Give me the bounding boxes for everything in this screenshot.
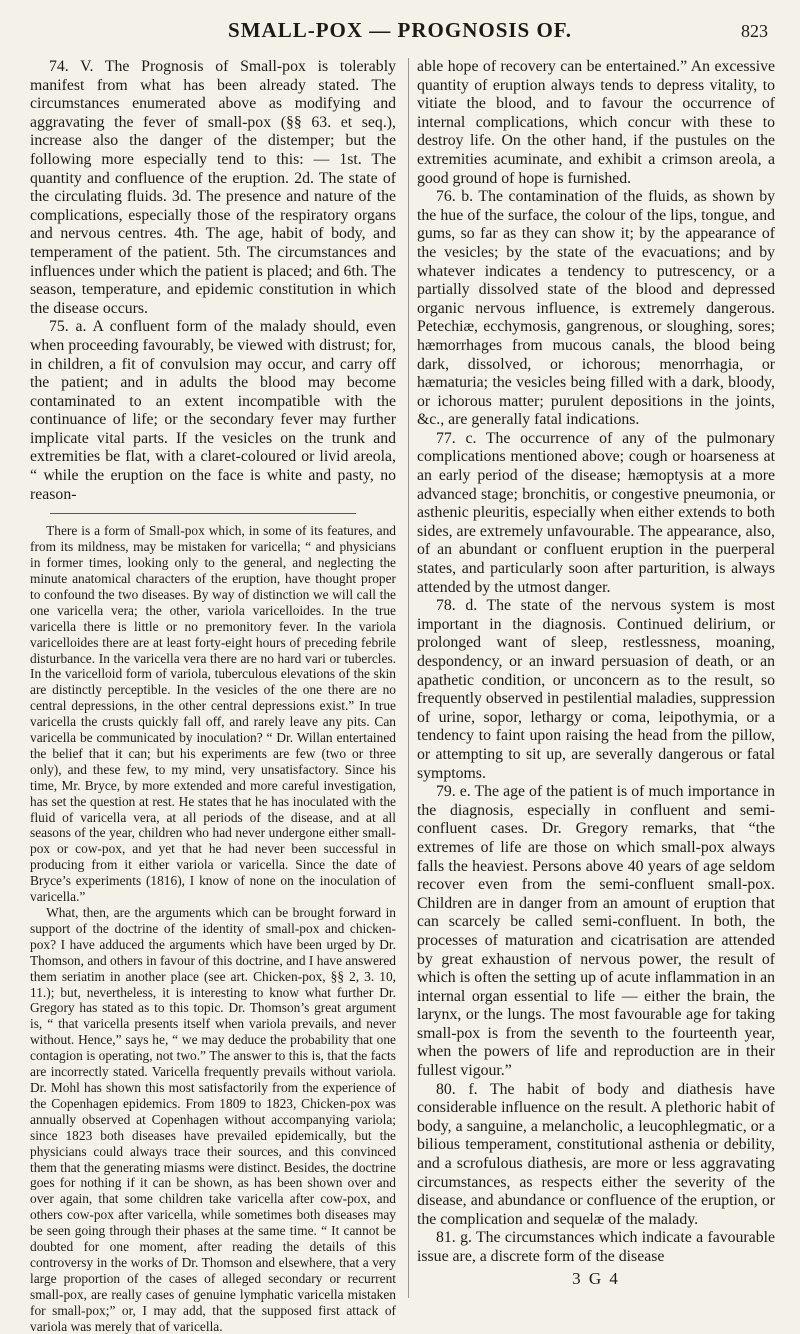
running-head: SMALL-POX — PROGNOSIS OF. <box>228 18 572 42</box>
footnote-paragraph: There is a form of Small-pox which, in some of its features, and from its mildness, may be mistaken for varicella; “ and physicians in former times, looking only to the general, and neglecting the minute anatomical characters of the eruption, have thought proper to confound the two diseases. By way of distinction we will call the one varicella vera; the other, variola varicelloides. In the true varicella there is little or no premonitory fever. In the variola varicelloides there are at least forty-eight hours of preceding febrile disturbance. In the varicella vera there are no hard vari or tubercles. In the varicelloid form of variola, tuberculous elevations of the skin are distinctly perceptible. In the vesicles of the one there are no central depressions, in the other central depressions exist.” In true varicella the crusts quickly fall off, and rarely leave any pits. Can varicella be communicated by inoculation? “ Dr. Willan entertained the belief that it can; but his experiments are few (two or three only), and these few, to my mind, very unsatisfactory. Since his time, Mr. Bryce, by more extended and more careful investigation, has set the question at rest. He states that he has inoculated with the fluid of varicella vera, at all periods of the disease, and at all seasons of the year, children who had never undergone either small-pox or cow-pox, and yet that he had never been successful in producing from it either variola or varicella. Since the date of Bryce’s experiments (1816), I know of none on the inoculation of varicella.” <box>30 523 396 905</box>
paragraph-77: 77. c. The occurrence of any of the pulmonary complications mentioned above; cough or hoarseness at an early period of the disease; hæmoptysis at a more advanced stage; bronchitis, or congestive pneumonia, or asthenic pleuritis, especially when either extends to both sides, are extremely unfavourable. The appearance, also, of an abundant or confluent eruption in the puerperal states, and particularly soon after parturition, is always attended by the utmost danger. <box>417 429 775 596</box>
page-header <box>0 18 800 58</box>
paragraph-79: 79. e. The age of the patient is of much importance in the diagnosis, especially in confluent and semi-confluent cases. Dr. Gregory remarks, that “the extremes of life are those on which small-pox always falls the heaviest. Persons above 40 years of age seldom recover even from the semi-confluent small-pox. Children are in danger from an amount of eruption that can scarcely be called semi-confluent. In both, the processes of maturation and cicatrisation are attended by great exhaustion of nervous power, the result of which is often the setting up of acute inflammation in an internal organ essential to life — either the brain, the larynx, or the lungs. The most favourable age for taking small-pox is from the seventh to the fourteenth year, when the powers of life and reproduction are in their fullest vigour.” <box>417 783 775 1080</box>
left-column <box>30 58 396 1334</box>
paragraph-75: 75. a. A confluent form of the malady should, even when proceeding favourably, be viewed with distrust; for, in children, a fit of convulsion may occur, and carry off the patient; and in adults the blood may become contaminated to an extent incompatible with the continuance of life; or the secondary fever may further implicate vital parts. If the vesicles on the trunk and extremities be flat, with a claret-coloured or livid areola, “ while the eruption on the face is white and pasty, no reason- <box>30 318 396 503</box>
paragraph-74: 74. V. The Prognosis of Small-pox is tolerably manifest from what has been already stated. The circumstances enumerated above as modifying and aggravating the fever of small-pox (§§ 63. et seq.), increase also the danger of the distemper; but the following more especially tend to this: — 1st. The quantity and confluence of the eruption. 2d. The state of the circulating fluids. 3d. The presence and nature of the complications, especially those of the respiratory organs and nervous centres. 4th. The age, habit of body, and temperament of the patient. 5th. The circumstances and influences under which the patient is placed; and 6th. The season, temperature, and epidemic constitution in which the disease occurs. <box>30 58 396 317</box>
paragraph-80: 80. f. The habit of body and diathesis have considerable influence on the result. A plethoric habit of body, a sanguine, a melancholic, a leucophlegmatic, or a bilious temperament, constitutional asthenia or debility, and a scrofulous diathesis, are more or less aggravating circumstances, as respects either the severity of the disease, and abundance or confluence of the eruption, or the complication and sequelæ of the malady. <box>417 1080 775 1228</box>
paragraph-76: 76. b. The contamination of the fluids, as shown by the hue of the surface, the colour of the lips, tongue, and gums, so far as they can show it; by the appearance of the vesicles; by the state of the evacuations; and by whatever indicates a tendency to putrescency, or a partially dissolved state of the blood and depressed organic nervous influence, is extremely dangerous. Petechiæ, ecchymosis, gangrenous, or sloughing, sores; hæmorrhages from mucous canals, the blood being dark, dissolved, or ichorous; menorrhagia, or hæmaturia; the vesicles being filled with a dark, bloody, or ichorous matter; purulent depositions in the joints, &c., are generally fatal indications. <box>417 188 775 429</box>
right-column <box>408 58 775 1298</box>
paragraph-78: 78. d. The state of the nervous system is most important in the diagnosis. Continued delirium, or prolonged want of sleep, restlessness, moaning, despondency, or an inward persuasion of death, or an apathetic condition, or unconcern as to the result, so frequently observed in pestilential maladies, suppression of urine, sopor, lethargy or coma, leipothymia, or a tendency to faint upon raising the head from the pillow, or attempting to sit up, are severally dangerous or fatal symptoms. <box>417 597 775 782</box>
footnote-paragraph: What, then, are the arguments which can be brought forward in support of the doctrine of the identity of small-pox and chicken-pox? I have adduced the arguments which have been urged by Dr. Thomson, and others in favour of this doctrine, and I have answered them seriatim in another place (see art. Chicken-pox, §§ 2, 3. 10, 11.); but, nevertheless, it is interesting to know what further Dr. Gregory has stated as to this topic. Dr. Thomson’s great argument is, “ that varicella presents itself when variola prevails, and never without. Hence,” says he, “ we may deduce the probability that one contagion is operating, not two.” The answer to this is, that the facts are incorrectly stated. Varicella frequently prevails without variola. Dr. Mohl has shown this most satisfactorily from the experience of the Copenhagen epidemics. From 1809 to 1823, Chicken-pox was annually observed at Copenhagen without accompanying variola; since 1823 both diseases have prevailed epidemically, but the physicians could always trace their sources, and this convinced them that the generating miasms were distinct. Besides, the doctrine goes for nothing if it can be shown, as has been shown over and over again, that some children take varicella after cow-pox, and others cow-pox after varicella, while sometimes both diseases may be seen going through their phases at the same time. “ It cannot be doubted for one moment, after reading the details of this controversy in the works of Dr. Thomson and elsewhere, that a very large proportion of the cases of alleged secondary or recurrent small-pox, are really cases of genuine lymphatic varicella mistaken for small-pox;” or, I may add, that the supposed first attack of variola was merely that of varicella. <box>30 905 396 1334</box>
footnote-divider <box>50 513 356 514</box>
signature-mark: 3 G 4 <box>572 1268 620 1288</box>
paragraph-75-continued: able hope of recovery can be entertained.” An excessive quantity of eruption always tends to depress vitality, to vitiate the blood, and to favour the occurrence of internal complications, which concur with these to destroy life. On the other hand, if the pustules on the extremities acuminate, and exhibit a crimson areola, a good ground of hope is furnished. <box>417 58 775 187</box>
page-number: 823 <box>741 21 768 41</box>
paragraph-81: 81. g. The circumstances which indicate a favourable issue are, a discrete form of the disease <box>417 1229 775 1265</box>
